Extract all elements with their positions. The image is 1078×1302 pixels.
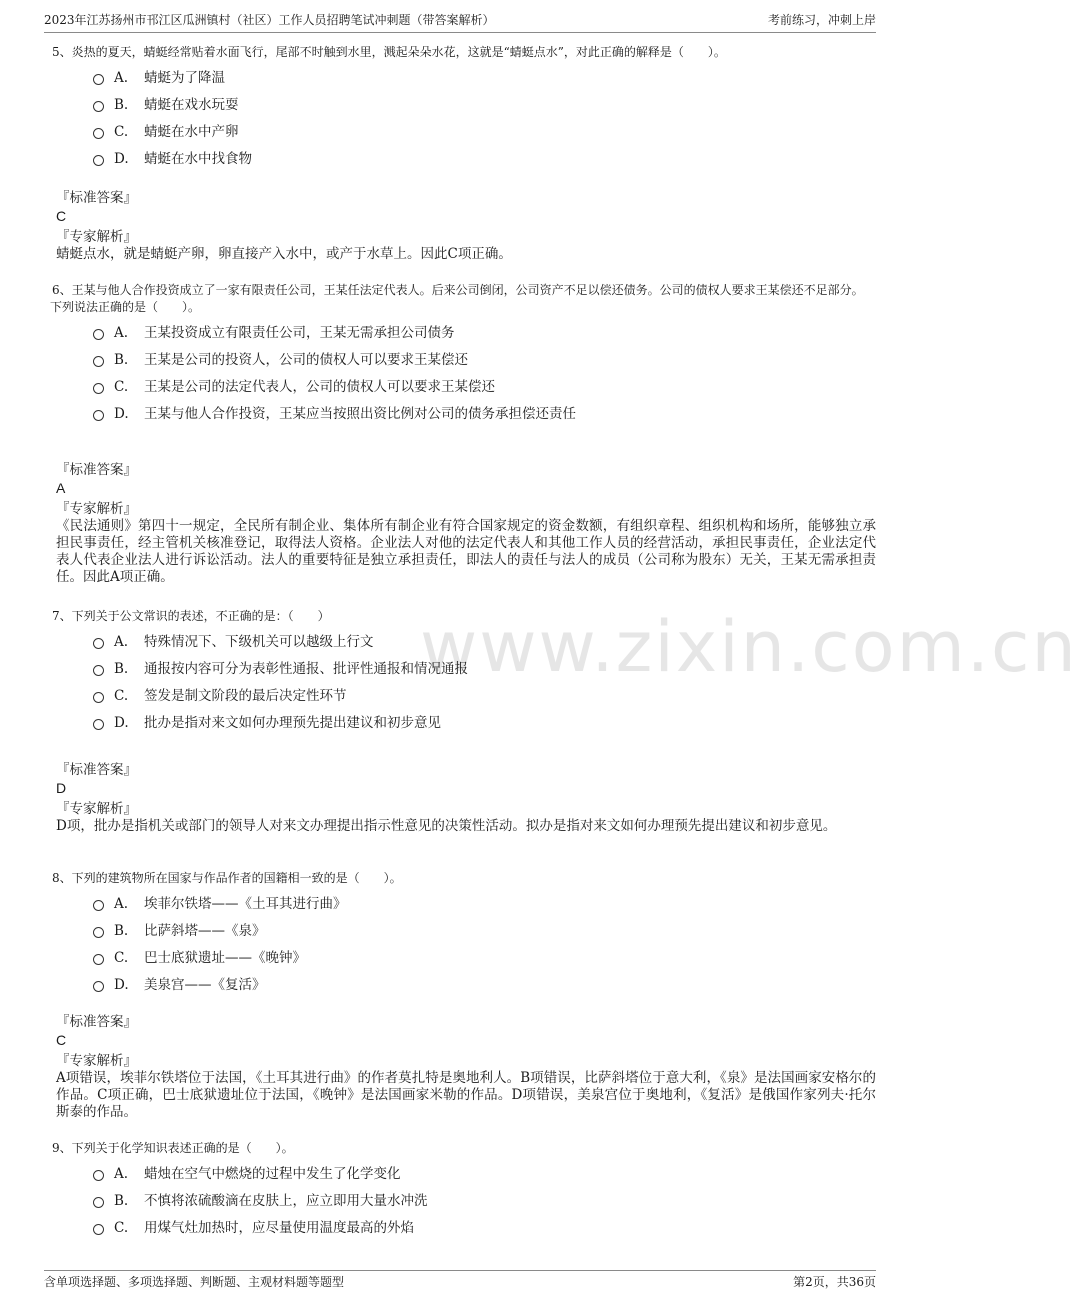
option-d[interactable] [52, 972, 872, 999]
radio-icon[interactable] [93, 329, 104, 340]
option-d[interactable] [52, 710, 872, 737]
analysis-text: 蜻蜓点水，就是蜻蜓产卵，卵直接产入水中，或产于水草上。因此C项正确。 [56, 246, 512, 262]
option-c[interactable] [52, 119, 872, 146]
radio-icon[interactable] [93, 954, 104, 965]
radio-icon[interactable] [93, 101, 104, 112]
radio-icon[interactable] [93, 719, 104, 730]
option-letter: C. [114, 950, 129, 966]
answer-label: 『标准答案』 [56, 190, 137, 206]
option-text: 蜡烛在空气中燃烧的过程中发生了化学变化 [144, 1166, 401, 1182]
option-letter: B. [114, 923, 129, 939]
option-letter: D. [114, 406, 129, 422]
option-text: 蜻蜓在水中找食物 [144, 151, 252, 167]
analysis-label: 『专家解析』 [56, 229, 137, 245]
answer-section-5 [56, 190, 876, 263]
option-letter: A. [114, 70, 129, 86]
options-list [52, 320, 872, 428]
analysis-text: D项，批办是指机关或部门的领导人对来文办理提出指示性意见的决策性活动。拟办是指对来文如何办理预先提出建议和初步意见。 [56, 818, 837, 834]
option-b[interactable] [52, 1188, 872, 1215]
question-types-note: 含单项选择题、多项选择题、判断题、主观材料题等题型 [44, 1275, 345, 1289]
option-text: 批办是指对来文如何办理预先提出建议和初步意见 [144, 715, 441, 731]
answer-value: A [56, 480, 66, 496]
option-letter: A. [114, 325, 129, 341]
option-a[interactable] [52, 1161, 872, 1188]
option-b[interactable] [52, 656, 872, 683]
option-c[interactable] [52, 945, 872, 972]
analysis-text: A项错误，埃菲尔铁塔位于法国，《土耳其进行曲》的作者莫扎特是奥地利人。B项错误，比萨斜塔位于意大利，《泉》是法国画家安格尔的作品。C项正确，巴士底狱遗址位于法国，《晚钟》是法国画家米勒的作品。D项错误，美泉宫位于奥地利，《复活》是俄国作家列夫·托尔斯泰的作品。 [56, 1070, 876, 1120]
question-9 [52, 1140, 872, 1242]
option-a[interactable] [52, 629, 872, 656]
question-stem: 7、下列关于公文常识的表述，不正确的是：（ ） [52, 609, 330, 623]
option-text: 比萨斜塔——《泉》 [144, 923, 266, 939]
option-letter: D. [114, 977, 129, 993]
question-7 [52, 608, 872, 737]
radio-icon[interactable] [93, 383, 104, 394]
option-c[interactable] [52, 683, 872, 710]
option-text: 王某是公司的法定代表人，公司的债权人可以要求王某偿还 [144, 379, 495, 395]
answer-section-6 [56, 462, 876, 586]
document-title: 2023年江苏扬州市邗江区瓜洲镇村（社区）工作人员招聘笔试冲刺题（带答案解析） [44, 13, 495, 27]
option-b[interactable] [52, 347, 872, 374]
option-text: 签发是制文阶段的最后决定性环节 [144, 688, 347, 704]
option-letter: B. [114, 661, 129, 677]
option-text: 埃菲尔铁塔——《土耳其进行曲》 [144, 896, 347, 912]
option-text: 巴士底狱遗址——《晚钟》 [144, 950, 306, 966]
option-a[interactable] [52, 65, 872, 92]
option-c[interactable] [52, 374, 872, 401]
option-text: 王某是公司的投资人，公司的债权人可以要求王某偿还 [144, 352, 468, 368]
radio-icon[interactable] [93, 356, 104, 367]
question-stem-continued: 下列说法正确的是（ ）。 [50, 300, 201, 314]
radio-icon[interactable] [93, 128, 104, 139]
option-letter: A. [114, 896, 129, 912]
question-stem: 6、王某与他人合作投资成立了一家有限责任公司，王某任法定代表人。后来公司倒闭，公司资产不足以偿还债务。公司的债权人要求王某偿还不足部分。 [52, 283, 864, 297]
option-letter: C. [114, 688, 129, 704]
question-5 [52, 44, 872, 173]
radio-icon[interactable] [93, 981, 104, 992]
answer-section-7 [56, 762, 876, 835]
option-text: 美泉宫——《复活》 [144, 977, 266, 993]
options-list [52, 1161, 872, 1242]
radio-icon[interactable] [93, 74, 104, 85]
option-c[interactable] [52, 1215, 872, 1242]
page-header [44, 8, 876, 33]
option-letter: D. [114, 151, 129, 167]
answer-value: C [56, 208, 67, 224]
header-slogan: 考前练习，冲刺上岸 [767, 13, 876, 27]
option-letter: C. [114, 124, 129, 140]
option-letter: A. [114, 1166, 129, 1182]
option-letter: C. [114, 1220, 129, 1236]
question-stem: 8、下列的建筑物所在国家与作品作者的国籍相一致的是（ ）。 [52, 871, 402, 885]
radio-icon[interactable] [93, 665, 104, 676]
radio-icon[interactable] [93, 638, 104, 649]
radio-icon[interactable] [93, 692, 104, 703]
question-stem: 5、炎热的夏天，蜻蜓经常贴着水面飞行，尾部不时触到水里，溅起朵朵水花，这就是“蜻蜓点水”，对此正确的解释是（ ）。 [52, 45, 726, 59]
option-letter: B. [114, 352, 129, 368]
radio-icon[interactable] [93, 1197, 104, 1208]
options-list [52, 65, 872, 173]
option-text: 通报按内容可分为表彰性通报、批评性通报和情况通报 [144, 661, 468, 677]
option-text: 特殊情况下、下级机关可以越级上行文 [144, 634, 374, 650]
radio-icon[interactable] [93, 927, 104, 938]
option-letter: B. [114, 97, 129, 113]
analysis-label: 『专家解析』 [56, 501, 137, 517]
analysis-label: 『专家解析』 [56, 1053, 137, 1069]
option-b[interactable] [52, 918, 872, 945]
page-footer [44, 1270, 876, 1293]
option-letter: D. [114, 715, 129, 731]
radio-icon[interactable] [93, 1170, 104, 1181]
radio-icon[interactable] [93, 1224, 104, 1235]
option-text: 蜻蜓在水中产卵 [144, 124, 239, 140]
radio-icon[interactable] [93, 900, 104, 911]
answer-value: D [56, 780, 67, 796]
option-b[interactable] [52, 92, 872, 119]
watermark: www.zixin.com.cn [420, 606, 1078, 688]
option-text: 蜻蜓在戏水玩耍 [144, 97, 239, 113]
answer-label: 『标准答案』 [56, 762, 137, 778]
option-a[interactable] [52, 891, 872, 918]
radio-icon[interactable] [93, 155, 104, 166]
radio-icon[interactable] [93, 410, 104, 421]
option-text: 蜻蜓为了降温 [144, 70, 225, 86]
answer-section-8 [56, 1014, 876, 1121]
option-text: 用煤气灶加热时，应尽量使用温度最高的外焰 [144, 1220, 414, 1236]
answer-label: 『标准答案』 [56, 1014, 137, 1030]
question-6 [52, 282, 872, 428]
answer-value: C [56, 1032, 67, 1048]
option-letter: B. [114, 1193, 129, 1209]
option-a[interactable] [52, 320, 872, 347]
analysis-label: 『专家解析』 [56, 801, 137, 817]
answer-label: 『标准答案』 [56, 462, 137, 478]
question-stem: 9、下列关于化学知识表述正确的是（ ）。 [52, 1141, 294, 1155]
option-d[interactable] [52, 146, 872, 173]
option-letter: A. [114, 634, 129, 650]
question-8 [52, 870, 872, 999]
page-number: 第2页，共36页 [793, 1275, 876, 1289]
option-text: 王某与他人合作投资，王某应当按照出资比例对公司的债务承担偿还责任 [144, 406, 576, 422]
options-list [52, 629, 872, 737]
analysis-text: 《民法通则》第四十一规定，全民所有制企业、集体所有制企业有符合国家规定的资金数额，有组织章程、组织机构和场所，能够独立承担民事责任，经主管机关核准登记，取得法人资格。企业法人对他的法定代表人和其他工作人员的经营活动，承担民事责任，企业法定代表人代表企业法人进行诉讼活动。法人的重要特征是独立承担责任，即法人的责任与法人的成员（公司称为股东）无关，王某无需承担责任。因此A项正确。 [56, 518, 876, 585]
option-text: 不慎将浓硫酸滴在皮肤上，应立即用大量水冲洗 [144, 1193, 428, 1209]
option-text: 王某投资成立有限责任公司，王某无需承担公司债务 [144, 325, 455, 341]
options-list [52, 891, 872, 999]
option-d[interactable] [52, 401, 872, 428]
option-letter: C. [114, 379, 129, 395]
